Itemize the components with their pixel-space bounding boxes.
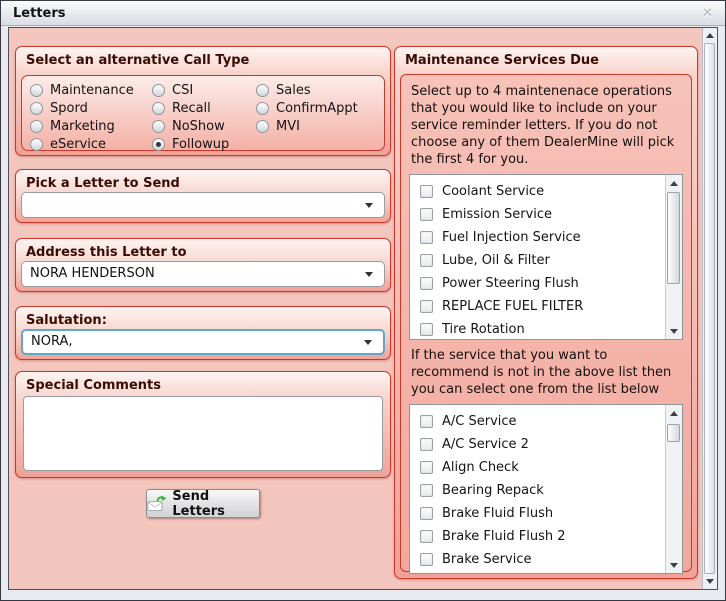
list-item[interactable]: REPLACE FUEL FILTER: [410, 295, 682, 318]
address-select[interactable]: [21, 261, 385, 287]
window-title: Letters: [13, 6, 66, 21]
list-item[interactable]: Emission Service: [410, 203, 682, 226]
radio-recall[interactable]: Recall: [152, 99, 256, 117]
chevron-down-icon[interactable]: [365, 203, 373, 208]
radio-icon[interactable]: [30, 120, 43, 133]
list-item[interactable]: A/C Service: [410, 410, 682, 433]
maintenance-services-body: [400, 74, 692, 572]
maintenance-services-panel: [394, 46, 698, 579]
checkbox-icon[interactable]: [420, 507, 433, 520]
radio-followup[interactable]: Followup: [152, 135, 256, 153]
call-type-heading: Select an alternative Call Type: [26, 53, 250, 68]
checkbox-icon[interactable]: [420, 530, 433, 543]
radio-noshow[interactable]: NoShow: [152, 117, 256, 135]
checkbox-icon[interactable]: [420, 553, 433, 566]
close-icon[interactable]: ✕: [702, 6, 713, 21]
radio-icon[interactable]: [256, 84, 269, 97]
scroll-up-icon[interactable]: [666, 405, 682, 421]
radio-eservice[interactable]: eService: [30, 135, 152, 153]
radio-icon[interactable]: [30, 102, 43, 115]
dialog-body: [8, 27, 718, 590]
checkbox-icon[interactable]: [420, 415, 433, 428]
send-mail-icon: [147, 495, 166, 512]
title-bar: [1, 1, 725, 26]
scroll-down-icon[interactable]: [703, 574, 717, 589]
list1-scrollbar[interactable]: [665, 175, 682, 339]
maintenance-services-heading: Maintenance Services Due: [405, 53, 599, 68]
list-item[interactable]: Tire Rotation: [410, 318, 682, 340]
checkbox-icon[interactable]: [420, 231, 433, 244]
radio-icon[interactable]: [152, 120, 165, 133]
checkbox-icon[interactable]: [420, 484, 433, 497]
salutation-value: NORA,: [31, 334, 73, 349]
radio-icon[interactable]: [152, 102, 165, 115]
call-type-radio-box: [21, 75, 385, 151]
send-letters-button[interactable]: [146, 489, 260, 518]
chevron-down-icon[interactable]: [365, 272, 373, 277]
scrollbar-thumb[interactable]: [704, 43, 715, 574]
scroll-up-icon[interactable]: [666, 175, 682, 191]
radio-maintenance[interactable]: Maintenance: [30, 81, 152, 99]
services-due-list[interactable]: [409, 174, 683, 340]
pick-letter-group: [15, 169, 391, 223]
scroll-up-icon[interactable]: [703, 28, 717, 43]
checkbox-icon[interactable]: [420, 208, 433, 221]
radio-icon[interactable]: [256, 120, 269, 133]
address-group: [15, 238, 391, 292]
services-description-2: If the service that you want to recommend is not in the above list then you can select one from the list below: [411, 348, 672, 397]
pick-letter-select[interactable]: [21, 192, 385, 218]
radio-csi[interactable]: CSI: [152, 81, 256, 99]
dialog-scrollbar[interactable]: [702, 28, 717, 589]
address-label: Address this Letter to: [26, 245, 187, 260]
special-comments-group: [15, 371, 391, 478]
scroll-down-icon[interactable]: [666, 557, 682, 573]
list-item[interactable]: Coolant Service: [410, 180, 682, 203]
pick-letter-label: Pick a Letter to Send: [26, 176, 180, 191]
radio-icon[interactable]: [30, 138, 43, 151]
radio-sales[interactable]: Sales: [256, 81, 376, 99]
list-item[interactable]: Lube, Oil & Filter: [410, 249, 682, 272]
radio-selected-icon[interactable]: [152, 138, 165, 151]
services-description-1: Select up to 4 maintenenace operations that you would like to include on your service reminder letters. If you do not choose any of them DealerMine will pick the first 4 for you.: [411, 84, 675, 167]
checkbox-icon[interactable]: [420, 277, 433, 290]
checkbox-icon[interactable]: [420, 323, 433, 336]
checkbox-icon[interactable]: [420, 438, 433, 451]
radio-icon[interactable]: [152, 84, 165, 97]
list-item[interactable]: Fuel Injection Service: [410, 226, 682, 249]
scrollbar-thumb[interactable]: [667, 192, 680, 284]
special-comments-textarea[interactable]: [23, 396, 383, 471]
list-item[interactable]: Power Steering Flush: [410, 272, 682, 295]
list-item[interactable]: Brake Fluid Flush 2: [410, 525, 682, 548]
special-comments-label: Special Comments: [26, 378, 161, 393]
call-type-group: [15, 46, 391, 156]
radio-icon[interactable]: [30, 84, 43, 97]
list-item[interactable]: Align Check: [410, 456, 682, 479]
salutation-select[interactable]: [21, 329, 385, 355]
salutation-label: Salutation:: [26, 313, 107, 328]
list-item[interactable]: A/C Service 2: [410, 433, 682, 456]
list2-scrollbar[interactable]: [665, 405, 682, 573]
list-item[interactable]: Bearing Repack: [410, 479, 682, 502]
other-services-list[interactable]: [409, 404, 683, 574]
list-item[interactable]: Brake Service: [410, 548, 682, 571]
checkbox-icon[interactable]: [420, 300, 433, 313]
send-letters-label: Send Letters: [172, 488, 225, 519]
list-item[interactable]: Brake Fluid Flush: [410, 502, 682, 525]
radio-mvi[interactable]: MVI: [256, 117, 376, 135]
checkbox-icon[interactable]: [420, 254, 433, 267]
radio-marketing[interactable]: Marketing: [30, 117, 152, 135]
scrollbar-thumb[interactable]: [667, 424, 680, 442]
checkbox-icon[interactable]: [420, 461, 433, 474]
chevron-down-icon[interactable]: [364, 340, 372, 345]
radio-icon[interactable]: [256, 102, 269, 115]
scroll-down-icon[interactable]: [666, 323, 682, 339]
address-value: NORA HENDERSON: [30, 266, 155, 281]
radio-spord[interactable]: Spord: [30, 99, 152, 117]
salutation-group: [15, 306, 391, 360]
radio-confirmappt[interactable]: ConfirmAppt: [256, 99, 376, 117]
checkbox-icon[interactable]: [420, 185, 433, 198]
